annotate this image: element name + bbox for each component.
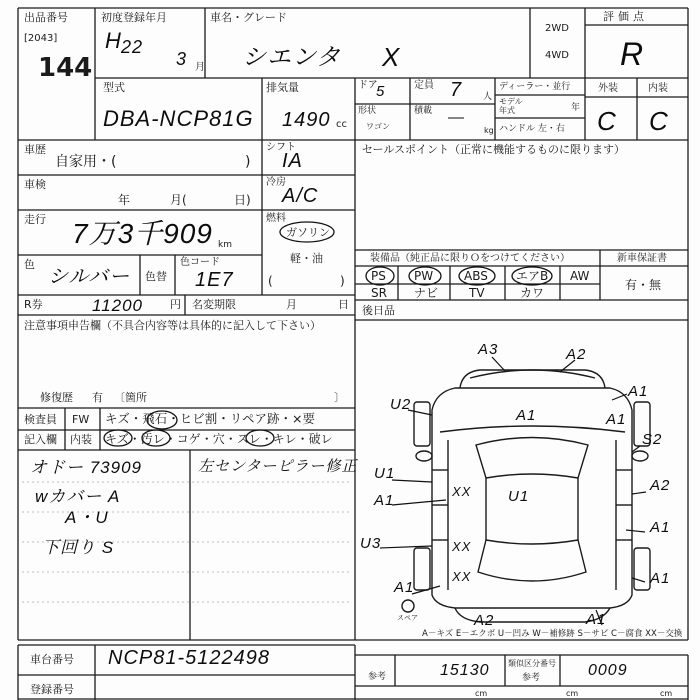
- inspector-entry-label: 記入欄: [24, 433, 57, 446]
- doors-value: 5: [376, 83, 386, 100]
- recycle-unit: 円: [170, 298, 181, 311]
- lot-label: 出品番号: [24, 11, 68, 24]
- remark-left-2: wカバー A: [35, 487, 121, 506]
- damage-mark: A1: [394, 579, 415, 596]
- inspector-label: 検査員: [24, 413, 57, 426]
- first-registration-month: 3: [176, 49, 188, 69]
- equipment-sr: SR: [371, 286, 387, 300]
- repair-place-open: 〔箇所: [114, 391, 147, 404]
- inspector-interior-items: キズ・汚レ・コゲ・穴・スレ・キレ・破レ: [105, 432, 333, 446]
- damage-mark: XX: [452, 569, 472, 584]
- score-overall: R: [620, 36, 645, 72]
- chassis-value: NCP81-5122498: [108, 647, 270, 669]
- damage-mark: A1: [650, 570, 671, 587]
- fuel-other-open: (: [268, 274, 273, 288]
- damage-mark: A3: [478, 341, 499, 358]
- model-value: DBA-NCP81G: [103, 106, 254, 131]
- load-value: —: [448, 109, 465, 126]
- displacement-unit: cc: [336, 119, 347, 130]
- ac-label: 冷房: [266, 177, 286, 188]
- damage-mark: A1: [606, 411, 627, 428]
- fuel-label: 燃料: [266, 213, 286, 224]
- capacity-unit: 人: [483, 92, 493, 102]
- remark-left-1: オドー 73909: [30, 458, 142, 477]
- displacement-label: 排気量: [266, 81, 299, 94]
- dimension-unit: cm: [475, 689, 488, 698]
- inspection-day: 日): [234, 193, 251, 207]
- recycle-value: 11200: [92, 296, 144, 315]
- equipment-leather: カワ: [520, 286, 545, 300]
- color-code-label: 色コード: [180, 257, 220, 268]
- damage-mark: U1: [374, 465, 396, 482]
- score-label: 評価点: [603, 10, 648, 23]
- transfer-deadline-month: 月: [286, 298, 297, 311]
- inspector-fw: FW: [72, 413, 90, 426]
- exterior-grade: C: [597, 106, 617, 136]
- capacity-value: 7: [450, 79, 463, 101]
- damage-mark: U1: [508, 488, 530, 505]
- remark-left-4: 下回り S: [42, 538, 115, 557]
- shift-value: IA: [282, 150, 303, 172]
- first-registration-era: H: [105, 28, 122, 53]
- certificate-value-2: 0009: [588, 662, 628, 679]
- car-grade-value: X: [382, 42, 401, 72]
- dealer-label: ディーラー・並行: [499, 82, 571, 92]
- first-registration-year: 22: [121, 37, 144, 57]
- remark-right-1: 左センターピラー修正: [198, 458, 358, 475]
- interior-grade: C: [649, 106, 669, 136]
- displacement-value: 1490: [282, 109, 331, 131]
- damage-mark: A2: [474, 612, 495, 629]
- capacity-label: 定員: [414, 80, 434, 91]
- equipment-tv: TV: [469, 286, 485, 300]
- warranty-label: 新車保証書: [617, 253, 667, 264]
- dimension-unit: cm: [660, 689, 673, 698]
- dimension-unit: cm: [566, 689, 579, 698]
- damage-mark: A2: [566, 346, 587, 363]
- first-registration-label: 初度登録年月: [101, 11, 167, 24]
- damage-legend: A－キズ E－エクボ U－凹み W－補修跡 S－サビ C－腐食 XX－交換: [422, 629, 683, 639]
- car-name-value: シエンタ: [242, 44, 342, 71]
- certificate-ref-2: 参考: [522, 673, 541, 683]
- damage-mark: A1: [650, 519, 671, 536]
- inspection-year: 年: [118, 193, 131, 207]
- color-change-label: 色替: [145, 270, 167, 283]
- remark-left-3: A・U: [65, 508, 109, 527]
- mileage-value: 7万3千909: [72, 218, 213, 249]
- lot-sub-number: [2043]: [24, 33, 58, 44]
- fuel-diesel: 軽・油: [290, 252, 323, 265]
- repair-history-label: 修復歴: [40, 391, 73, 404]
- notes-label: 注意事項申告欄（不具合内容等は具体的に記入して下さい）: [24, 319, 321, 332]
- ac-value: A/C: [282, 185, 319, 207]
- similar-class-label: 類似区分番号: [508, 659, 556, 668]
- mileage-unit: km: [218, 240, 232, 250]
- dealer-year-label: 年式: [499, 106, 515, 115]
- damage-mark: A1: [374, 492, 395, 509]
- history-close: ): [245, 154, 251, 170]
- shape-label: 形状: [358, 106, 377, 116]
- car-name-label: 車名・グレード: [210, 11, 287, 24]
- dealer-model-label: モデル: [499, 97, 523, 106]
- certificate-value-1: 15130: [440, 662, 490, 679]
- damage-mark: A2: [650, 477, 671, 494]
- damage-mark: A1: [516, 407, 537, 424]
- registration-label: 登録番号: [30, 683, 74, 696]
- inspector-fw-items: キズ・飛石・ヒビ割・リペア跡・×要: [105, 411, 315, 426]
- sales-point-label: セールスポイント（正常に機能するものに限ります）: [362, 143, 626, 156]
- shape-value: ワゴン: [366, 122, 390, 131]
- color-label: 色: [24, 258, 35, 271]
- damage-mark: XX: [452, 539, 472, 554]
- model-label: 型式: [103, 81, 125, 94]
- color-value: シルバー: [48, 266, 131, 288]
- exterior-label: 外装: [598, 83, 618, 94]
- first-registration-month-unit: 月: [195, 62, 205, 73]
- certificate-ref-1: 参考: [368, 672, 387, 682]
- handle-side: ハンドル 左・右: [499, 124, 565, 134]
- interior-label: 内装: [648, 83, 668, 94]
- damage-mark: A1: [628, 383, 649, 400]
- inspector-interior: 内装: [70, 433, 92, 446]
- spare-label: スペア: [397, 614, 418, 622]
- damage-mark: U2: [390, 396, 412, 413]
- load-label: 積載: [414, 106, 433, 116]
- fuel-gasoline: ガソリン: [286, 226, 330, 239]
- dealer-year-unit: 年: [571, 103, 581, 113]
- recycle-label: R券: [24, 298, 43, 311]
- mileage-label: 走行: [24, 213, 46, 226]
- equipment-label: 装備品（純正品に限りＯをつけてください）: [370, 253, 570, 264]
- equipment-pw: PW: [414, 269, 434, 283]
- transfer-deadline-day: 日: [338, 298, 349, 311]
- equipment-navi: ナビ: [414, 286, 439, 300]
- lot-number: 144: [38, 53, 93, 83]
- later-items-label: 後日品: [362, 304, 395, 317]
- transfer-deadline-label: 名変期限: [192, 298, 236, 311]
- drive-2wd: 2WD: [545, 23, 569, 34]
- repair-place-close: 〕: [334, 391, 345, 404]
- damage-mark: A1: [586, 611, 607, 628]
- inspection-month: 月(: [170, 193, 187, 207]
- history-value: 自家用・(: [55, 154, 117, 170]
- repair-history-has: 有: [92, 391, 103, 404]
- warranty-value: 有・無: [625, 278, 662, 292]
- color-code-value: 1E7: [195, 269, 234, 291]
- drive-4wd: 4WD: [545, 50, 569, 61]
- fuel-other-close: ): [340, 274, 345, 288]
- shift-label: シフト: [266, 142, 296, 153]
- inspection-label: 車検: [24, 178, 46, 191]
- equipment-airbag: エアB: [516, 269, 549, 283]
- damage-mark: S2: [642, 431, 663, 448]
- equipment-ps: PS: [371, 269, 386, 283]
- equipment-aw: AW: [570, 269, 590, 283]
- history-label: 車歴: [24, 143, 46, 156]
- damage-mark: U3: [360, 535, 382, 552]
- equipment-abs: ABS: [464, 269, 488, 283]
- damage-mark: XX: [452, 484, 472, 499]
- load-unit: kg: [484, 126, 494, 135]
- chassis-label: 車台番号: [30, 653, 74, 666]
- doors-label: ドア: [358, 80, 378, 91]
